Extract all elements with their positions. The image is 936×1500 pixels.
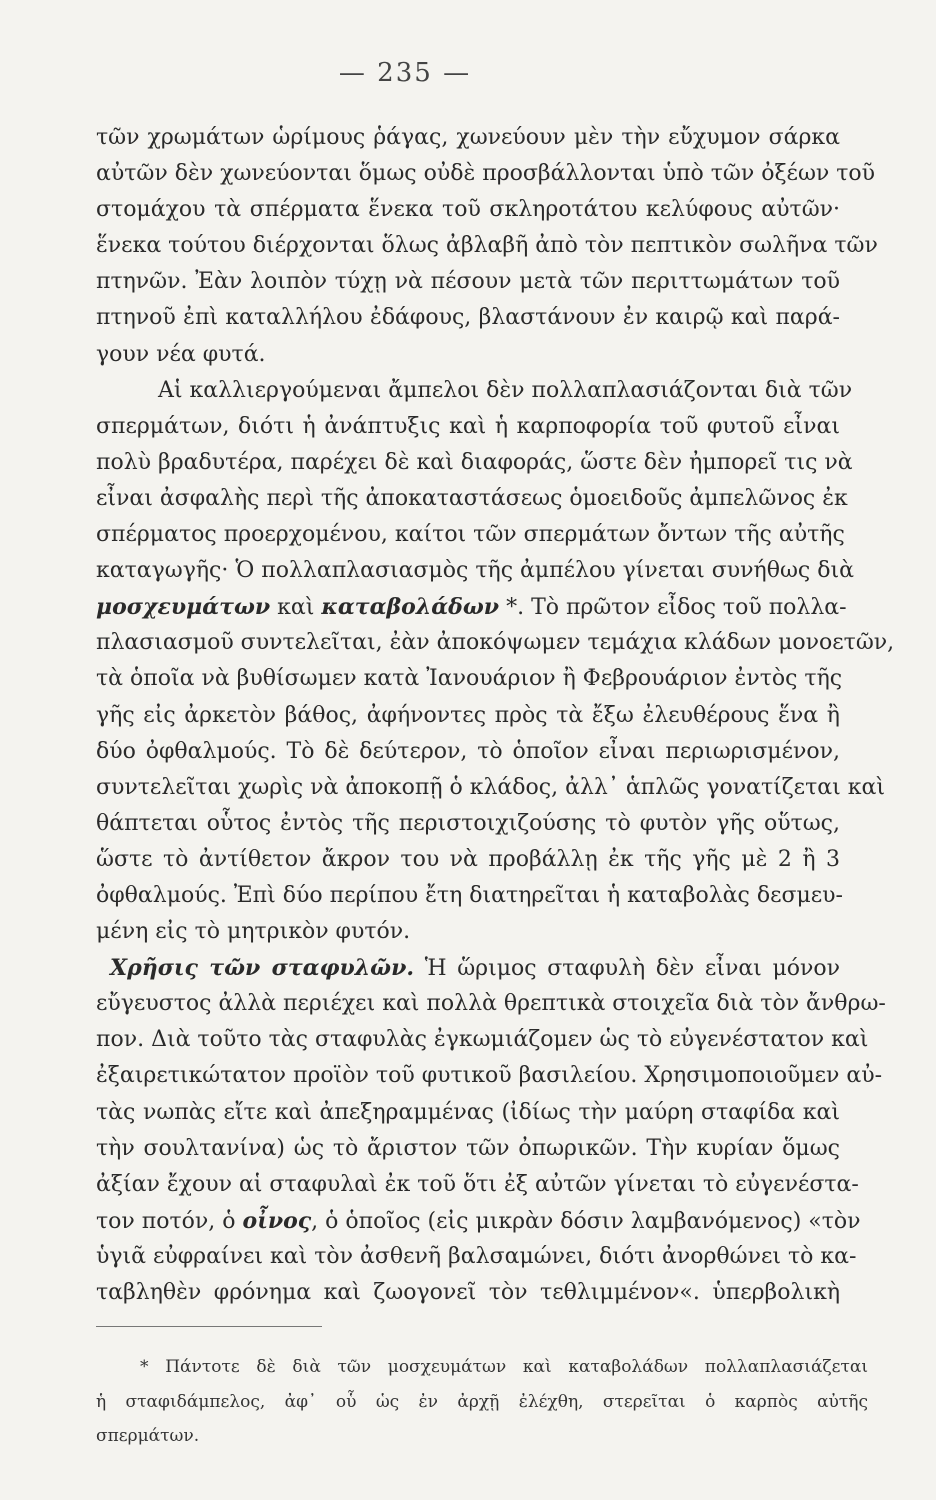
text-run: Ἡ ὥριμος σταφυλὴ δὲν εἶναι μόνον xyxy=(424,956,840,982)
text-line: ὑγιᾶ εὐφραίνει καὶ τὸν ἀσθενῆ βαλσαμώνει, διότι ἀνορθώνει τὸ κα- xyxy=(96,1243,857,1269)
text-line: εὔγευστος ἀλλὰ περιέχει καὶ πολλὰ θρεπτικὰ στοιχεῖα διὰ τὸν ἄνθρω- xyxy=(96,991,886,1017)
text-line: Αἱ καλλιεργούμεναι ἄμπελοι δὲν πολλαπλασιάζονται διὰ τῶν xyxy=(158,377,853,403)
text-line: ἐξαιρετικώτατον προϊὸν τοῦ φυτικοῦ βασιλείου. Χρησιμοποιοῦμεν αὐ- xyxy=(96,1063,883,1089)
footnote-divider xyxy=(96,1326,322,1327)
term-cuttings: μοσχευμάτων xyxy=(96,594,271,621)
conjunction: καὶ xyxy=(277,595,315,621)
text-run: *. Τὸ πρῶτον εἶδος τοῦ πολλα- xyxy=(506,595,847,621)
text-line: τὰς νωπὰς εἴτε καὶ ἀπεξηραμμένας (ἰδίως τὴν μαύρη σταφίδα καὶ xyxy=(96,1099,840,1125)
body-text xyxy=(96,120,895,1311)
text-line: σπερμάτων, διότι ἡ ἀνάπτυξις καὶ ἡ καρποφορία τοῦ φυτοῦ εἶναι xyxy=(96,413,840,439)
text-line: πτηνοῦ ἐπὶ καταλλήλου ἐδάφους, βλαστάνουν ἐν καιρῷ καὶ παρά- xyxy=(96,305,840,331)
text-line: τὰ ὁποῖα νὰ βυθίσωμεν κατὰ Ἰανουάριον ἢ Φεβρουάριον ἐντὸς τῆς xyxy=(96,666,843,692)
text-line: πολὺ βραδυτέρα, παρέχει δὲ καὶ διαφοράς, ὥστε δὲν ἠμπορεῖ τις νὰ xyxy=(96,449,853,475)
text-line xyxy=(96,1203,861,1239)
text-line: συντελεῖται χωρὶς νὰ ἀποκοπῇ ὁ κλάδος, ἀλλ᾽ ἁπλῶς γονατίζεται καὶ xyxy=(96,774,885,800)
text-line: καταγωγῆς· Ὁ πολλαπλασιασμὸς τῆς ἀμπέλου γίνεται συνήθως διὰ xyxy=(96,558,854,584)
footnote-line: ἡ σταφιδάμπελος, ἀφ᾽ οὗ ὡς ἐν ἀρχῇ ἐλέχθη, στερεῖται ὁ καρπὸς αὐτῆς xyxy=(96,1391,868,1412)
text-line: δύο ὀφθαλμούς. Τὸ δὲ δεύτερον, τὸ ὁποῖον εἶναι περιωρισμένον, xyxy=(96,738,840,764)
text-line: πτηνῶν. Ἐὰν λοιπὸν τύχῃ νὰ πέσουν μετὰ τῶν περιττωμάτων τοῦ xyxy=(96,269,840,295)
text-line: πον. Διὰ τοῦτο τὰς σταφυλὰς ἐγκωμιάζομεν ὡς τὸ εὐγενέστατον καὶ xyxy=(96,1027,869,1053)
text-line xyxy=(96,589,847,625)
footnote-line: * Πάντοτε δὲ διὰ τῶν μοσχευμάτων καὶ καταβολάδων πολλαπλασιάζεται xyxy=(140,1357,868,1377)
text-line: γῆς εἰς ἀρκετὸν βάθος, ἀφήνοντες πρὸς τὰ ἔξω ἐλευθέρους ἕνα ἢ xyxy=(96,702,840,728)
text-line: γουν νέα φυτά. xyxy=(96,341,266,367)
text-line xyxy=(96,950,840,986)
text-run: , ὁ ὁποῖος (εἰς μικρὰν δόσιν λαμβανόμενος) «τὸν xyxy=(311,1208,861,1234)
section-heading: Χρῆσις τῶν σταφυλῶν. xyxy=(110,955,415,982)
text-line: θάπτεται οὗτος ἐντὸς τῆς περιστοιχιζούσης τὸ φυτὸν γῆς οὕτως, xyxy=(96,810,840,836)
text-line: σπέρματος προερχομένου, καίτοι τῶν σπερμάτων ὄντων τῆς αὐτῆς xyxy=(96,522,845,548)
text-run: τον ποτόν, ὁ xyxy=(96,1208,236,1234)
text-line: εἶναι ἀσφαλὴς περὶ τῆς ἀποκαταστάσεως ὁμοειδοῦς ἀμπελῶνος ἐκ xyxy=(96,485,848,511)
text-line: πλασιασμοῦ συντελεῖται, ἐὰν ἀποκόψωμεν τεμάχια κλάδων μονοετῶν, xyxy=(96,630,895,656)
text-line: τῶν χρωμάτων ὡρίμους ῥάγας, χωνεύουν μὲν τὴν εὔχυμον σάρκα xyxy=(96,125,840,150)
text-line: ἕνεκα τούτου διέρχονται ὅλως ἀβλαβῆ ἀπὸ τὸν πεπτικὸν σωλῆνα τῶν xyxy=(96,233,878,259)
text-line: ὀφθαλμούς. Ἐπὶ δύο περίπου ἔτη διατηρεῖται ἡ καταβολὰς δεσμευ- xyxy=(96,882,843,908)
text-line: ταβληθὲν φρόνημα καὶ ζωογονεῖ τὸν τεθλιμμένον«. ὑπερβολικὴ xyxy=(96,1280,840,1305)
text-line: τὴν σουλτανίνα) ὡς τὸ ἄριστον τῶν ὀπωρικῶν. Τὴν κυρίαν ὅμως xyxy=(96,1135,840,1161)
text-line: αὐτῶν δὲν χωνεύονται ὅμως οὐδὲ προσβάλλονται ὑπὸ τῶν ὀξέων τοῦ xyxy=(96,161,876,187)
term-layers: καταβολάδων xyxy=(321,594,500,621)
text-line: ἀξίαν ἔχουν αἱ σταφυλαὶ ἐκ τοῦ ὅτι ἐξ αὐτῶν γίνεται τὸ εὐγενέστα- xyxy=(96,1171,859,1197)
text-line: μένη εἰς τὸ μητρικὸν φυτόν. xyxy=(96,919,411,945)
term-wine: οἶνος xyxy=(242,1207,312,1234)
text-line: ὥστε τὸ ἀντίθετον ἄκρον του νὰ προβάλλῃ ἐκ τῆς γῆς μὲ 2 ἢ 3 xyxy=(96,846,840,872)
text-line: στομάχου τὰ σπέρματα ἕνεκα τοῦ σκληροτάτου κελύφους αὐτῶν· xyxy=(96,197,840,223)
footnote-line: σπερμάτων. xyxy=(96,1426,200,1446)
page-number: — 235 — xyxy=(338,58,472,88)
footnote xyxy=(96,1350,868,1454)
